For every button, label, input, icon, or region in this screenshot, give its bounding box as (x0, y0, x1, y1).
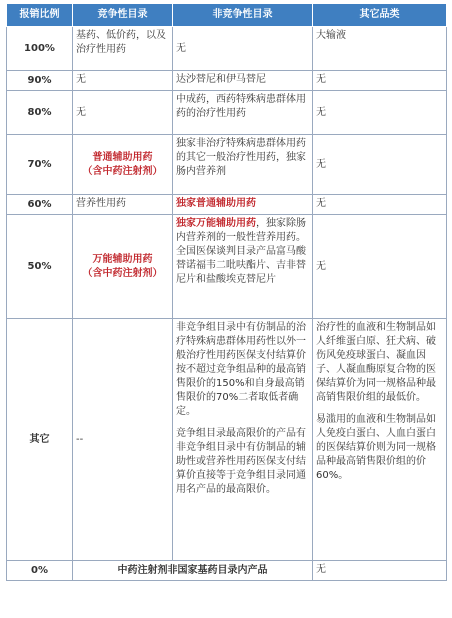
competitive-cell: 无 (73, 71, 173, 91)
ratio-cell: 80% (7, 91, 73, 135)
table-row (7, 71, 447, 91)
other-cell: 无 (313, 71, 447, 91)
other-paragraph-1: 治疗性的血液和生物制品如人纤维蛋白原、狂犬病、破伤风免疫球蛋白、凝血因子、人凝血酶原复合物的医保结算价为同一规格品种最高销售限价组的最低价。 (316, 322, 436, 403)
other-cell: 无 (313, 195, 447, 215)
noncompetitive-highlight: 独家万能辅助用药 (176, 218, 256, 229)
noncompetitive-paragraph-1: 非竞争组目录中有仿制品的治疗特殊病患群体用药性以外一般治疗性用药医保支付结算价按不超过竞争组品种的最高销售限价的150%和自身最高销售限价的70%二者取低者确定。 (176, 322, 306, 417)
policy-table-wrapper (6, 3, 446, 581)
header-row (7, 4, 447, 27)
table-row (7, 319, 447, 561)
ratio-cell: 0% (7, 561, 73, 581)
competitive-name: 万能辅助用药 (92, 253, 153, 265)
noncompetitive-cell: 中成药，西药特殊病患群体用药的治疗性用药 (173, 91, 313, 135)
noncompetitive-cell (173, 319, 313, 561)
other-cell: 无 (313, 561, 447, 581)
ratio-cell: 100% (7, 27, 73, 71)
noncompetitive-text: ，独家除肠内营养剂的一般性营养用药。全国医保谈判目录产品富马酸替诺福韦二吡呋酯片、吉非替尼片和盐酸埃克替尼片 (176, 218, 306, 285)
merged-cell: 中药注射剂非国家基药目录内产品 (73, 561, 313, 581)
noncompetitive-cell: 独家普通辅助用药 (173, 195, 313, 215)
reimbursement-table (6, 3, 447, 581)
competitive-note: （含中药注射剂） (82, 267, 163, 279)
other-cell: 无 (313, 91, 447, 135)
table-row (7, 561, 447, 581)
other-cell: 大输液 (313, 27, 447, 71)
table-row (7, 27, 447, 71)
ratio-cell: 90% (7, 71, 73, 91)
noncompetitive-cell: 独家非治疗特殊病患群体用药的其它一般治疗性用药，独家肠内营养剂 (173, 135, 313, 195)
header-other: 其它品类 (313, 4, 447, 27)
competitive-cell: -- (73, 319, 173, 561)
ratio-cell: 其它 (7, 319, 73, 561)
competitive-cell: 基药、低价药，以及治疗性用药 (73, 27, 173, 71)
other-cell: 无 (313, 135, 447, 195)
competitive-cell (73, 135, 173, 195)
noncompetitive-cell: 达沙替尼和伊马替尼 (173, 71, 313, 91)
competitive-cell (73, 215, 173, 319)
noncompetitive-paragraph-2: 竞争组目录最高限价的产品有非竞争组目录中有仿制品的辅助性或营养性用药医保支付结算价直接等于竞争组目录同通用名产品的最高限价。 (176, 428, 306, 495)
header-ratio: 报销比例 (7, 4, 73, 27)
competitive-note: （含中药注射剂） (82, 165, 163, 177)
competitive-name: 普通辅助用药 (92, 151, 153, 163)
table-row (7, 135, 447, 195)
competitive-cell: 营养性用药 (73, 195, 173, 215)
competitive-cell: 无 (73, 91, 173, 135)
ratio-cell: 60% (7, 195, 73, 215)
ratio-cell: 70% (7, 135, 73, 195)
table-row (7, 91, 447, 135)
noncompetitive-cell (173, 215, 313, 319)
other-paragraph-2: 易滥用的血液和生物制品如人免疫白蛋白、人血白蛋白的医保结算价则为同一规格品种最高销售限价组的价60%。 (316, 414, 436, 481)
table-row (7, 215, 447, 319)
noncompetitive-cell: 无 (173, 27, 313, 71)
other-cell (313, 319, 447, 561)
ratio-cell: 50% (7, 215, 73, 319)
table-row (7, 195, 447, 215)
header-noncompetitive: 非竞争性目录 (173, 4, 313, 27)
header-competitive: 竞争性目录 (73, 4, 173, 27)
other-cell: 无 (313, 215, 447, 319)
